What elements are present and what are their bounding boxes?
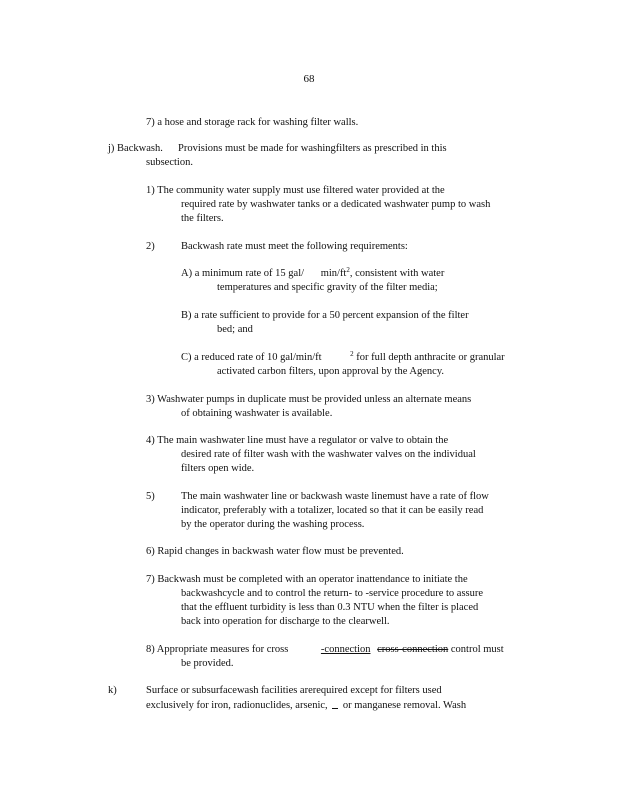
section-k-label: k) bbox=[108, 685, 117, 696]
item-a-sup: 2 bbox=[346, 266, 350, 274]
item-a-text-2: , consistent with water bbox=[349, 268, 445, 279]
item-2-label: 2) bbox=[146, 241, 155, 252]
item-4-line-1: 4) The main washwater line must have a regulator or valve to obtain the bbox=[146, 435, 449, 446]
item-c-text-2: for full depth anthracite or granular bbox=[356, 352, 505, 363]
item-6 bbox=[146, 545, 404, 559]
item-c-sup: 2 bbox=[350, 350, 354, 358]
item-7-line-3: that the effluent turbidity is less than 0.3 NTU when the filter is placed bbox=[181, 602, 479, 613]
section-k bbox=[108, 684, 578, 713]
item-a bbox=[181, 267, 444, 295]
item-a-line-2: temperatures and specific gravity of the filter media; bbox=[217, 282, 438, 293]
item-5 bbox=[146, 490, 586, 532]
item-4-line-2: desired rate of filter wash with the washwater valves on the individual bbox=[181, 449, 476, 460]
item-5-label: 5) bbox=[146, 491, 155, 502]
item-1-line-1: 1) The community water supply must use filtered water provided at the bbox=[146, 185, 445, 196]
item-8-text-1: 8) Appropriate measures for cross bbox=[146, 644, 289, 655]
item-b-line-2: bed; and bbox=[217, 324, 253, 335]
item-7 bbox=[146, 573, 483, 629]
item-3-line-1: 3) Washwater pumps in duplicate must be provided unless an alternate means bbox=[146, 394, 472, 405]
item-b-line-1: B) a rate sufficient to provide for a 50 percent expansion of the filter bbox=[181, 310, 469, 321]
section-j-label: j) Backwash. bbox=[108, 143, 163, 154]
item-1 bbox=[146, 184, 490, 226]
item-a-unit: min/ft bbox=[320, 268, 347, 279]
item-2-text: Backwash rate must meet the following requirements: bbox=[181, 241, 408, 252]
item-7-line-2: backwashcycle and to control the return- to -service procedure to assure bbox=[181, 588, 484, 599]
section-k-line-2a: exclusively for iron, radionuclides, arsenic, bbox=[146, 700, 328, 711]
item-b bbox=[181, 309, 469, 337]
item-4-line-3: filters open wide. bbox=[181, 463, 255, 474]
item-3-line-2: of obtaining washwater is available. bbox=[181, 408, 333, 419]
item-c-text-1: C) a reduced rate of 10 gal/min/ft bbox=[181, 352, 322, 363]
item-c-line-2: activated carbon filters, upon approval by the Agency. bbox=[217, 366, 445, 377]
item-7-line-1: 7) Backwash must be completed with an operator inattendance to initiate the bbox=[146, 574, 468, 585]
item-5-line-3: by the operator during the washing process. bbox=[181, 519, 365, 530]
item-3 bbox=[146, 393, 471, 421]
item-7-hose bbox=[146, 116, 358, 130]
section-k-line-1: Surface or subsurfacewash facilities arerequired except for filters used bbox=[146, 685, 442, 696]
item-8-text-2: control must bbox=[450, 644, 504, 655]
item-8 bbox=[146, 643, 504, 671]
item-a-text-1: A) a minimum rate of 15 gal/ bbox=[181, 268, 305, 279]
item-8-line-2: be provided. bbox=[181, 658, 234, 669]
section-j-intro-cont: subsection. bbox=[146, 157, 193, 168]
item-8-inserted-text: -connection bbox=[320, 644, 371, 655]
section-j-intro: Provisions must be made for washingfilters as prescribed in this bbox=[178, 143, 447, 154]
item-6-line-1: 6) Rapid changes in backwash water flow must be prevented. bbox=[146, 546, 404, 557]
item-5-line-2: indicator, preferably with a totalizer, located so that it can be easily read bbox=[181, 505, 484, 516]
item-7-hose-text: 7) a hose and storage rack for washing filter walls. bbox=[146, 117, 359, 128]
item-1-line-2: required rate by washwater tanks or a dedicated washwater pump to wash bbox=[181, 199, 491, 210]
item-1-line-3: the filters. bbox=[181, 213, 224, 224]
section-k-line-2b: or manganese removal. Wash bbox=[342, 700, 467, 711]
item-c bbox=[181, 351, 505, 379]
section-j bbox=[108, 142, 588, 170]
item-2 bbox=[146, 240, 586, 254]
item-7-line-4: back into operation for discharge to the clearwell. bbox=[181, 616, 390, 627]
item-5-line-1: The main washwater line or backwash waste linemust have a rate of flow bbox=[181, 491, 489, 502]
item-8-deleted-text: cross-connection bbox=[377, 644, 449, 655]
inserted-blank-mark bbox=[332, 698, 338, 709]
item-4 bbox=[146, 434, 476, 476]
page-number: 68 bbox=[303, 73, 315, 85]
